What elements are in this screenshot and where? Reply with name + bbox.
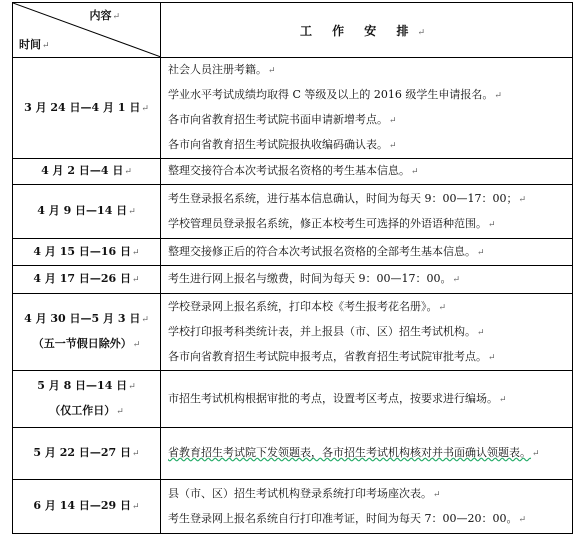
row-arrangement: 考生进行网上报名与缴费，时间为每天 9：00—17：00。↵ xyxy=(161,266,573,294)
table-row xyxy=(13,185,573,239)
paragraph-mark-icon: ↵ xyxy=(132,449,140,459)
paragraph-mark-icon: ↵ xyxy=(124,167,132,177)
table-row xyxy=(13,58,573,159)
paragraph-mark-icon: ↵ xyxy=(411,167,419,177)
header-content-label: 内容↵ xyxy=(89,9,120,22)
schedule-table xyxy=(12,2,573,534)
paragraph-mark-icon: ↵ xyxy=(389,141,397,151)
paragraph-mark-icon: ↵ xyxy=(433,489,441,500)
row-date-note: （仅工作日） xyxy=(49,404,116,417)
paragraph-mark-icon: ↵ xyxy=(42,41,50,51)
paragraph-mark-icon: ↵ xyxy=(141,103,149,114)
table-row xyxy=(13,294,573,371)
row-date: 4 月 30 日—5 月 3 日↵ （五一节假日除外）↵ xyxy=(13,294,161,371)
paragraph-mark-icon: ↵ xyxy=(477,327,485,338)
paragraph-mark-icon: ↵ xyxy=(132,247,140,258)
row-arrangement: 考生登录报名系统，进行基本信息确认，时间为每天 9：00—17：00；↵ 学校管理员登录报名系统，修正本校考生可选择的外语语种范围。↵ xyxy=(161,185,573,239)
paragraph-mark-icon: ↵ xyxy=(518,194,527,205)
row-arrangement: 县（市、区）招生考试机构登录系统打印考场座次表。↵ 考生登录网上报名系统自行打印准考证，时间为每天 7：00—20：00。↵ xyxy=(161,480,573,534)
table-header-row xyxy=(13,3,573,58)
paragraph-mark-icon: ↵ xyxy=(132,502,140,512)
table-row xyxy=(13,428,573,480)
paragraph-mark-icon: ↵ xyxy=(128,382,136,392)
table-row xyxy=(13,159,573,185)
row-arrangement: 整理交接修正后的符合本次考试报名资格的全部考生基本信息。↵ xyxy=(161,239,573,266)
row-arrangement: 学校登录网上报名系统，打印本校《考生报考花名册》。↵ 学校打印报考科类统计表，并上报县（市、区）招生考试机构。↵ 各市向省教育招生考试院申报考点，省教育招生考试院审批考点。↵ xyxy=(161,294,573,371)
diagonal-header-cell xyxy=(13,3,161,58)
paragraph-mark-icon: ↵ xyxy=(417,27,434,38)
row-arrangement: 省教育招生考试院下发领题表，各市招生考试机构核对并书面确认领题表。↵ xyxy=(161,428,573,480)
row-date: 4 月 9 日—14 日↵ xyxy=(13,185,161,239)
paragraph-mark-icon: ↵ xyxy=(116,407,124,417)
paragraph-mark-icon: ↵ xyxy=(477,247,485,258)
paragraph-mark-icon: ↵ xyxy=(518,514,527,525)
header-arrangement-title: 工 作 安 排↵ xyxy=(161,3,573,58)
paragraph-mark-icon: ↵ xyxy=(268,66,276,76)
header-time-label: 时间↵ xyxy=(19,38,50,51)
row-date: 6 月 14 日—29 日↵ xyxy=(13,480,161,534)
row-arrangement: 整理交接符合本次考试报名资格的考生基本信息。↵ xyxy=(161,159,573,185)
paragraph-mark-icon: ↵ xyxy=(128,207,136,217)
paragraph-mark-icon: ↵ xyxy=(132,340,141,350)
row-date: 4 月 17 日—26 日↵ xyxy=(13,266,161,294)
paragraph-mark-icon: ↵ xyxy=(532,449,540,459)
row-date: 4 月 2 日—4 日↵ xyxy=(13,159,161,185)
table-row xyxy=(13,266,573,294)
table-row xyxy=(13,480,573,534)
paragraph-mark-icon: ↵ xyxy=(488,219,496,230)
paragraph-mark-icon: ↵ xyxy=(438,302,447,313)
row-date: 4 月 15 日—16 日↵ xyxy=(13,239,161,266)
paragraph-mark-icon: ↵ xyxy=(112,12,120,22)
paragraph-mark-icon: ↵ xyxy=(132,275,140,285)
paragraph-mark-icon: ↵ xyxy=(488,352,496,363)
paragraph-mark-icon: ↵ xyxy=(141,315,149,325)
table-row xyxy=(13,371,573,428)
row-date: 3 月 24 日—4 月 1 日↵ xyxy=(13,58,161,159)
paragraph-mark-icon: ↵ xyxy=(389,116,397,126)
paragraph-mark-icon: ↵ xyxy=(499,394,507,405)
paragraph-mark-icon: ↵ xyxy=(494,91,502,101)
paragraph-mark-icon: ↵ xyxy=(452,275,461,285)
row-date: 5 月 8 日—14 日↵ （仅工作日）↵ xyxy=(13,371,161,428)
row-arrangement: 社会人员注册考籍。↵ 学业水平考试成绩均取得 C 等级及以上的 2016 级学生申请报名。↵ 各市向省教育招生考试院书面申请新增考点。↵ 各市向省教育招生考试院报执收编码确认表。↵ xyxy=(161,58,573,159)
row-arrangement: 市招生考试机构根据审批的考点，设置考区考点，按要求进行编场。↵ xyxy=(161,371,573,428)
row-date-note: （五一节假日除外） xyxy=(32,337,132,350)
row-date: 5 月 22 日—27 日↵ xyxy=(13,428,161,480)
table-row xyxy=(13,239,573,266)
